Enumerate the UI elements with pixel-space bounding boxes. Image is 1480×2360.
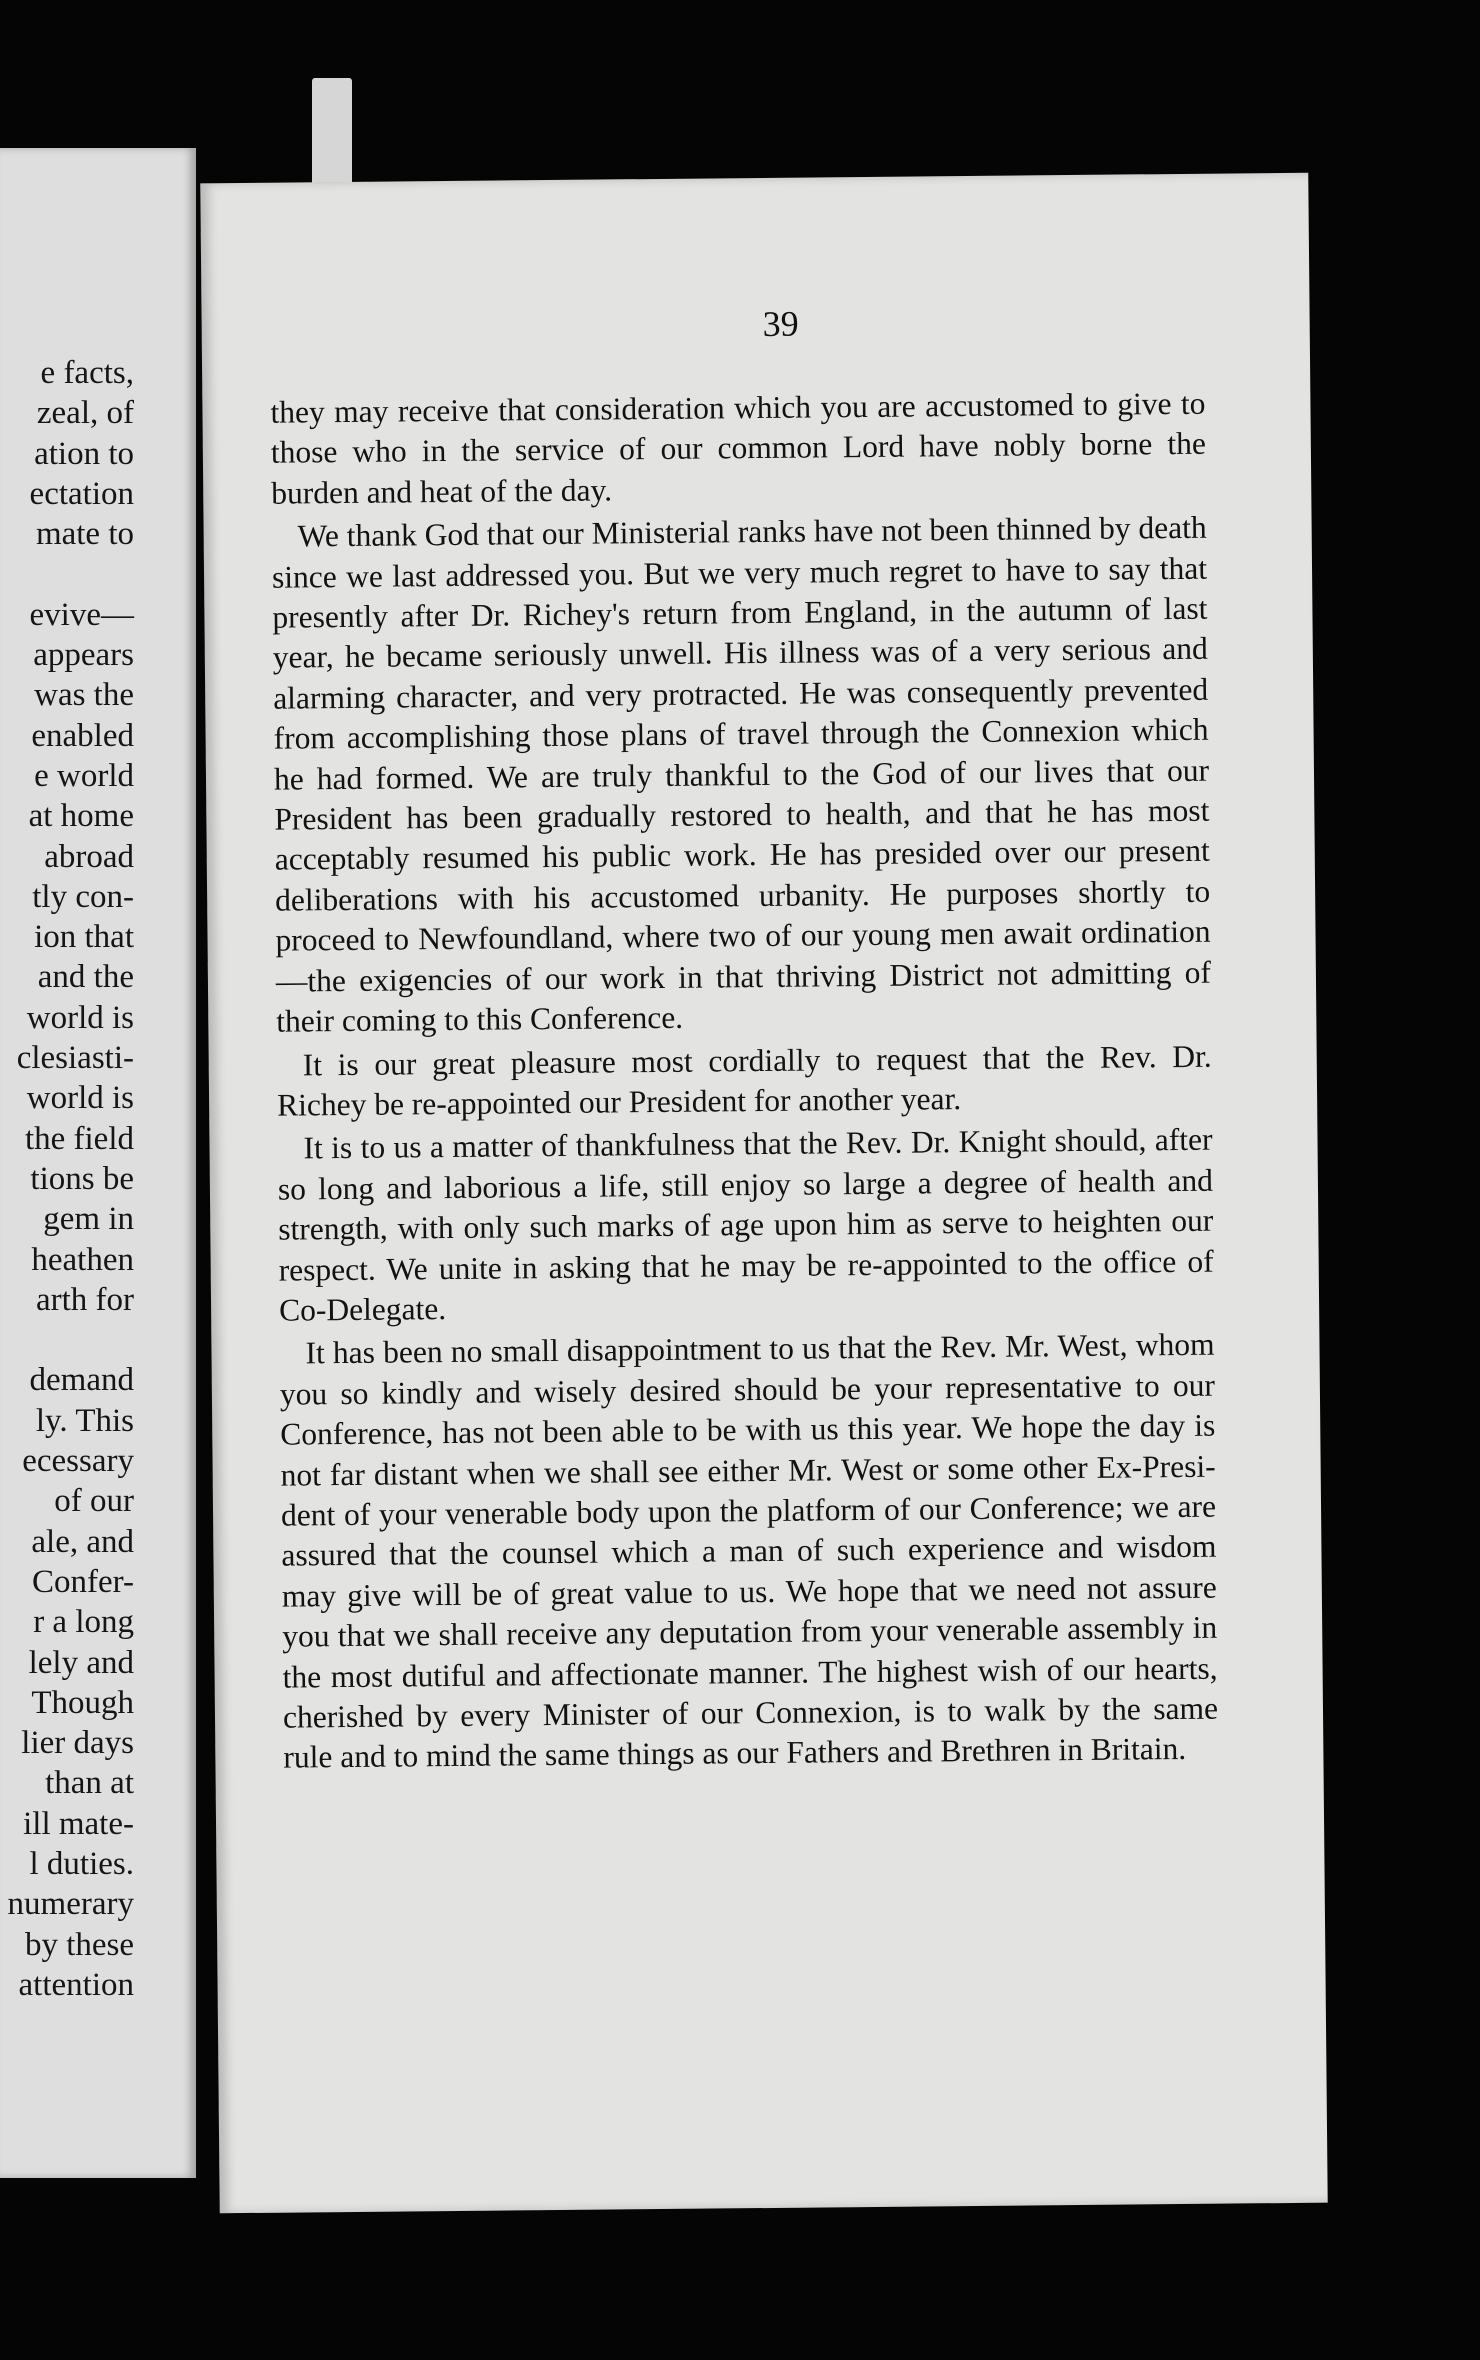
left-page-line: numerary [7,1886,134,1923]
left-page-line: world is [26,1080,134,1117]
left-page-line: e world [34,757,134,794]
paragraph-5: It has been no small disappointment to us that the Rev. Mr. West, whom you so kindly and wisely desired should be your representative to our Conference, has not been able to be with us this year. We hope the day is not far distant when we shall see either Mr. West or some other Ex-President of your venerable body upon the platform of our Conference; we are assured that the counsel which a man of such experience and wisdom may give will be of great value to us. We hope that we need not assure you that we shall receive any deputation from your venerable assembly in the most dutiful and affectionate manner. The highest wish of our hearts, cherished by every Minister of our Connexion, is to walk by the same rule and to mind the same things as our Fathers and Brethren in Britain. [279,1327,1219,1776]
left-page-line: appears [33,637,134,674]
left-page-line: lely and [28,1644,134,1681]
left-page-line: clesiasti- [16,1040,134,1077]
left-page-line [8,554,134,594]
left-page-line: ation to [34,435,134,472]
left-page-line [8,1320,134,1360]
left-page-line: was the [34,677,134,714]
left-page-line: mate to [35,516,134,553]
left-page-line: e facts, [40,355,134,391]
left-page-line: and the [37,959,134,996]
left-page-line: tly con- [32,878,134,915]
left-page-line: arth for [35,1281,134,1318]
left-page-line: demand [29,1362,134,1399]
right-page [200,173,1327,2214]
left-page-line: ale, and [31,1523,134,1560]
paper-tab [312,78,352,193]
left-page-line: Confer- [32,1563,134,1600]
left-page-line: gem in [43,1201,134,1238]
left-page-line: enabled [31,717,134,754]
left-page-lines [8,353,134,2005]
left-page-line: evive— [29,596,134,633]
left-page-fragment [0,148,196,2178]
left-page-line: the field [24,1120,134,1157]
paragraph-3: It is our great pleasure most cordially to request that the Rev. Dr. Richey be re-appointed our President for another year. [276,1038,1212,1123]
left-page-line: of our [54,1483,134,1520]
left-page-line: heathen [31,1241,134,1278]
left-page-line: ectation [29,475,134,512]
paragraph-2: We thank God that our Ministerial ranks have not been thinned by death since we last addressed you. But we very much regret to have to say that presently after Dr. Richey's return from England, in the autumn of last year, he became seriously unwell. His illness was of a very serious and alarming character, and very protracted. He was consequently prevented from accomplishing those plans of travel through the Connexion which he had formed. We are truly thankful to the God of our lives that our President has been gradually restored to health, and that he has most acceptably resumed his public work. He has presided over our present deliberations with his accustomed urbanity. He purposes shortly to proceed to Newfoundland, where two of our young men await ordination—the exigencies of our work in that thriving District not admitting of their coming to this Conference. [271,509,1212,1039]
left-page-line: world is [26,999,134,1036]
left-page-line: ion that [34,919,134,956]
left-page-line: tions be [30,1160,134,1197]
paragraph-1: they may receive that consideration which you are accustomed to give to those who in the service of our common Lord have nobly borne the burden and heat of the day. [270,385,1206,511]
left-page-line: Though [31,1684,134,1721]
left-page-line: ecessary [22,1443,134,1480]
left-page-line: ill mate- [23,1805,134,1842]
page-body [270,384,1218,1779]
left-page-line: than at [45,1765,134,1802]
left-page-line: l duties. [29,1845,134,1882]
left-page-line: by these [24,1926,134,1963]
left-page-line: lier days [21,1725,134,1762]
left-page-line: attention [18,1966,134,2003]
left-page-line: zeal, of [36,395,134,432]
page-number: 39 [762,303,799,344]
left-page-line: abroad [44,838,134,875]
left-page-line: at home [28,798,134,835]
left-page-line: ly. This [35,1402,134,1439]
paragraph-4: It is to us a matter of thankfulness that the Rev. Dr. Knight should, after so long and laborious a life, still enjoy so large a degree of health and strength, with only such marks of age upon him as serve to heighten our respect. We unite in asking that he may be re-appointed to the office of Co-Delegate. [277,1122,1214,1328]
left-page-line: r a long [33,1604,134,1641]
